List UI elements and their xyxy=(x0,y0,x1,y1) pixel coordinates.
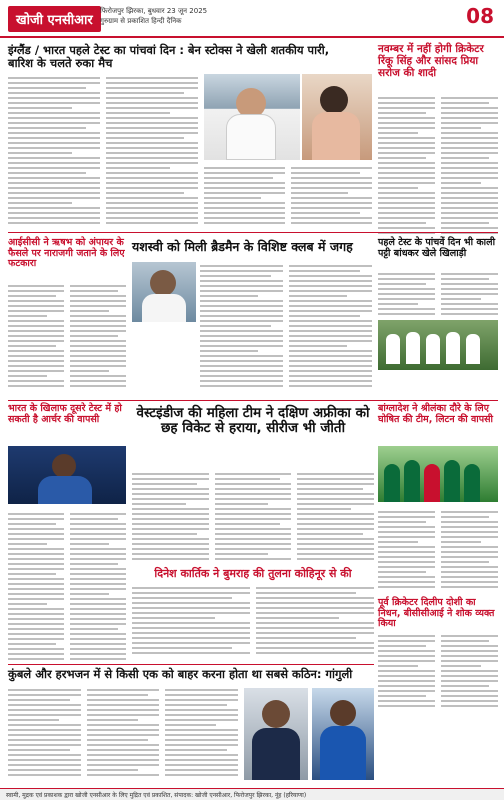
ganguly-photo xyxy=(244,688,308,780)
players-photo xyxy=(312,688,374,780)
west-indies-headline: वेस्टइंडीज की महिला टीम ने दक्षिण अफ्रीका को छह विकेट से हराया, सीरीज भी जीती xyxy=(136,405,370,437)
karthik-headline: दिनेश कार्तिक ने बुमराह की तुलना कोहिनूर से की xyxy=(154,567,352,580)
archer-story-body xyxy=(8,510,126,660)
doshi-story-body xyxy=(378,632,498,710)
newspaper-brand: खोजी एनसीआर xyxy=(8,6,101,32)
west-indies-story-body xyxy=(132,470,374,564)
ganguly-headline: कुंबले और हरभजन में से किसी एक को बाहर करना होता था सबसे कठिन: गांगुली xyxy=(8,667,353,681)
tagline: गुरुग्राम से प्रकाशित हिन्दी दैनिक xyxy=(100,17,182,25)
text-column xyxy=(106,74,198,224)
section-divider xyxy=(8,664,374,665)
ganguly-story-body xyxy=(8,686,238,782)
section-divider xyxy=(8,400,498,401)
icc-story-body xyxy=(8,282,126,392)
couple-photo xyxy=(302,74,372,160)
dateline: फिरोजपुर झिरका, बुधवार 23 जून 2025 xyxy=(100,7,208,15)
rinku-story-body xyxy=(378,94,498,234)
yashasvi-photo xyxy=(132,262,196,322)
karthik-story-body xyxy=(132,584,374,658)
icc-rishabh-headline: आईसीसी ने ऋषभ को अंपायर के फैसले पर नाराजगी जताने के लिए फटकारा xyxy=(8,237,125,270)
rinku-singh-headline: नवम्बर में नहीं होगी क्रिकेटर रिंकू सिंह और सांसद प्रिया सरोज की शादी xyxy=(378,43,484,79)
yashasvi-headline: यशस्वी को मिली ब्रैडमैन के विशिष्ट क्लब में जगह xyxy=(132,239,353,254)
bangladesh-team-photo xyxy=(378,446,498,502)
cricketer-photo xyxy=(204,74,300,160)
bangladesh-story-body xyxy=(378,508,498,592)
bangladesh-headline: बांग्लादेश ने श्रीलंका दौरे के लिए घोषित की टीम, लिटन की वापसी xyxy=(378,403,494,425)
masthead-meta xyxy=(100,6,207,26)
imprint-line: स्वामी, मुद्रक एवं प्रकाशक द्वारा खोजी एनसीआर के लिए मुद्रित एवं प्रकाशित, संपादक: खोजी एनसीआर, फिरोजपुर झिरका, नूंह (हरियाणा) xyxy=(0,788,504,800)
dilip-doshi-headline: पूर्व क्रिकेटर दिलीप दोशी का निधन, बीसीसीआई ने शोक व्यक्त किया xyxy=(378,597,495,630)
archer-headline: भारत के खिलाफ दूसरे टेस्ट में हो सकती है आर्चर की वापसी xyxy=(8,403,122,425)
yashasvi-story-body xyxy=(200,262,372,392)
team-photo xyxy=(378,320,498,370)
top-story-body xyxy=(8,74,198,224)
archer-photo xyxy=(8,446,126,504)
section-divider xyxy=(8,232,498,233)
black-band-headline: पहले टेस्ट के पांचवें दिन भी काली पट्टी बांधकर खेले खिलाड़ी xyxy=(378,237,496,259)
masthead xyxy=(0,0,504,38)
text-column xyxy=(8,74,100,224)
page-number: 08 xyxy=(466,4,494,28)
black-band-body xyxy=(378,270,498,318)
top-story-headline: इंग्लैंड / भारत पहले टेस्ट का पांचवां दिन : बेन स्टोक्स ने खेली शतकीय पारी, बारिश के चलते रुका मैच xyxy=(8,43,330,70)
top-story-body-2 xyxy=(204,164,372,226)
